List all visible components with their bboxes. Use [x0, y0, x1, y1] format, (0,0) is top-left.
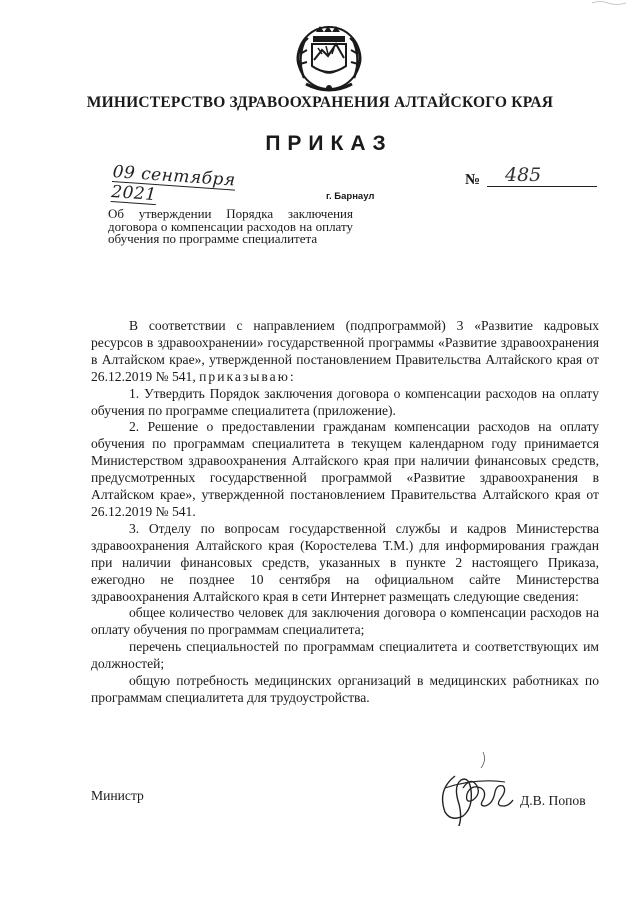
handwritten-signature-icon	[425, 748, 521, 826]
document-type-title: ПРИКАЗ	[265, 132, 393, 155]
paragraph-info-2: перечень специальностей по программам специалитета и соответствующих им должностей;	[91, 639, 599, 672]
handwritten-number: 485	[505, 164, 542, 186]
paragraph-preamble	[91, 318, 599, 386]
ministry-name: МИНИСТЕРСТВО ЗДРАВООХРАНЕНИЯ АЛТАЙСКОГО КРАЯ	[86, 94, 554, 111]
signatory-title: Министр	[91, 788, 144, 803]
corner-mark	[590, 0, 630, 6]
paragraph-info-3: общую потребность медицинских организаций в медицинских работниках по программам специалитета для трудоустройства.	[91, 673, 599, 705]
paragraph-info-1: общее количество человек для заключения договора о компенсации расходов на оплату обучения по программам специалитета;	[91, 605, 599, 638]
signatory-name: Д.В. Попов	[520, 793, 586, 808]
paragraph-item-3: 3. Отделу по вопросам государственной службы и кадров Министерства здравоохранения Алтайского края (Коростелева Т.М.) для информирования граждан при наличии финансовых средств, указанных в пункте 2 настоящего Приказа, ежегодно не позднее 10 сентября на официальном сайте Министерства здравоохранения Алтайского края в сети Интернет размещать следующие сведения:	[91, 520, 599, 604]
preamble-colon: :	[289, 368, 294, 384]
preamble-text: В соответствии с направлением (подпрограммой) 3 «Развитие кадровых ресурсов в здравоохранении» государственной программы «Развитие здравоохранения в Алтайском крае», утвержденной постановлением Правительства Алтайского края от 26.12.2019 № 541,	[91, 318, 599, 384]
order-subject: Об утверждении Порядка заключения договора о компенсации расходов на оплату обучения по программе специалитета	[108, 206, 353, 246]
order-body	[91, 318, 599, 707]
paragraph-item-1: 1. Утвердить Порядок заключения договора о компенсации расходов на оплату обучения по программе специалитета (приложение).	[91, 385, 599, 418]
order-verb: приказываю	[199, 368, 290, 384]
city-label: г. Барнаул	[326, 191, 375, 202]
altai-coat-of-arms-icon	[290, 18, 368, 98]
number-label: №	[465, 172, 481, 188]
paragraph-item-2: 2. Решение о предоставлении гражданам компенсации расходов на оплату обучения по программам специалитета в текущем календарном году принимается Министерством здравоохранения Алтайского края при наличии финансовых средств, предусмотренных государственной программой «Развитие здравоохранения в Алтайском крае», утвержденной постановлением Правительства Алтайского края от 26.12.2019 № 541.	[91, 419, 599, 519]
number-underline	[487, 186, 597, 187]
handwritten-date: 09 сентября 2021	[110, 162, 237, 206]
